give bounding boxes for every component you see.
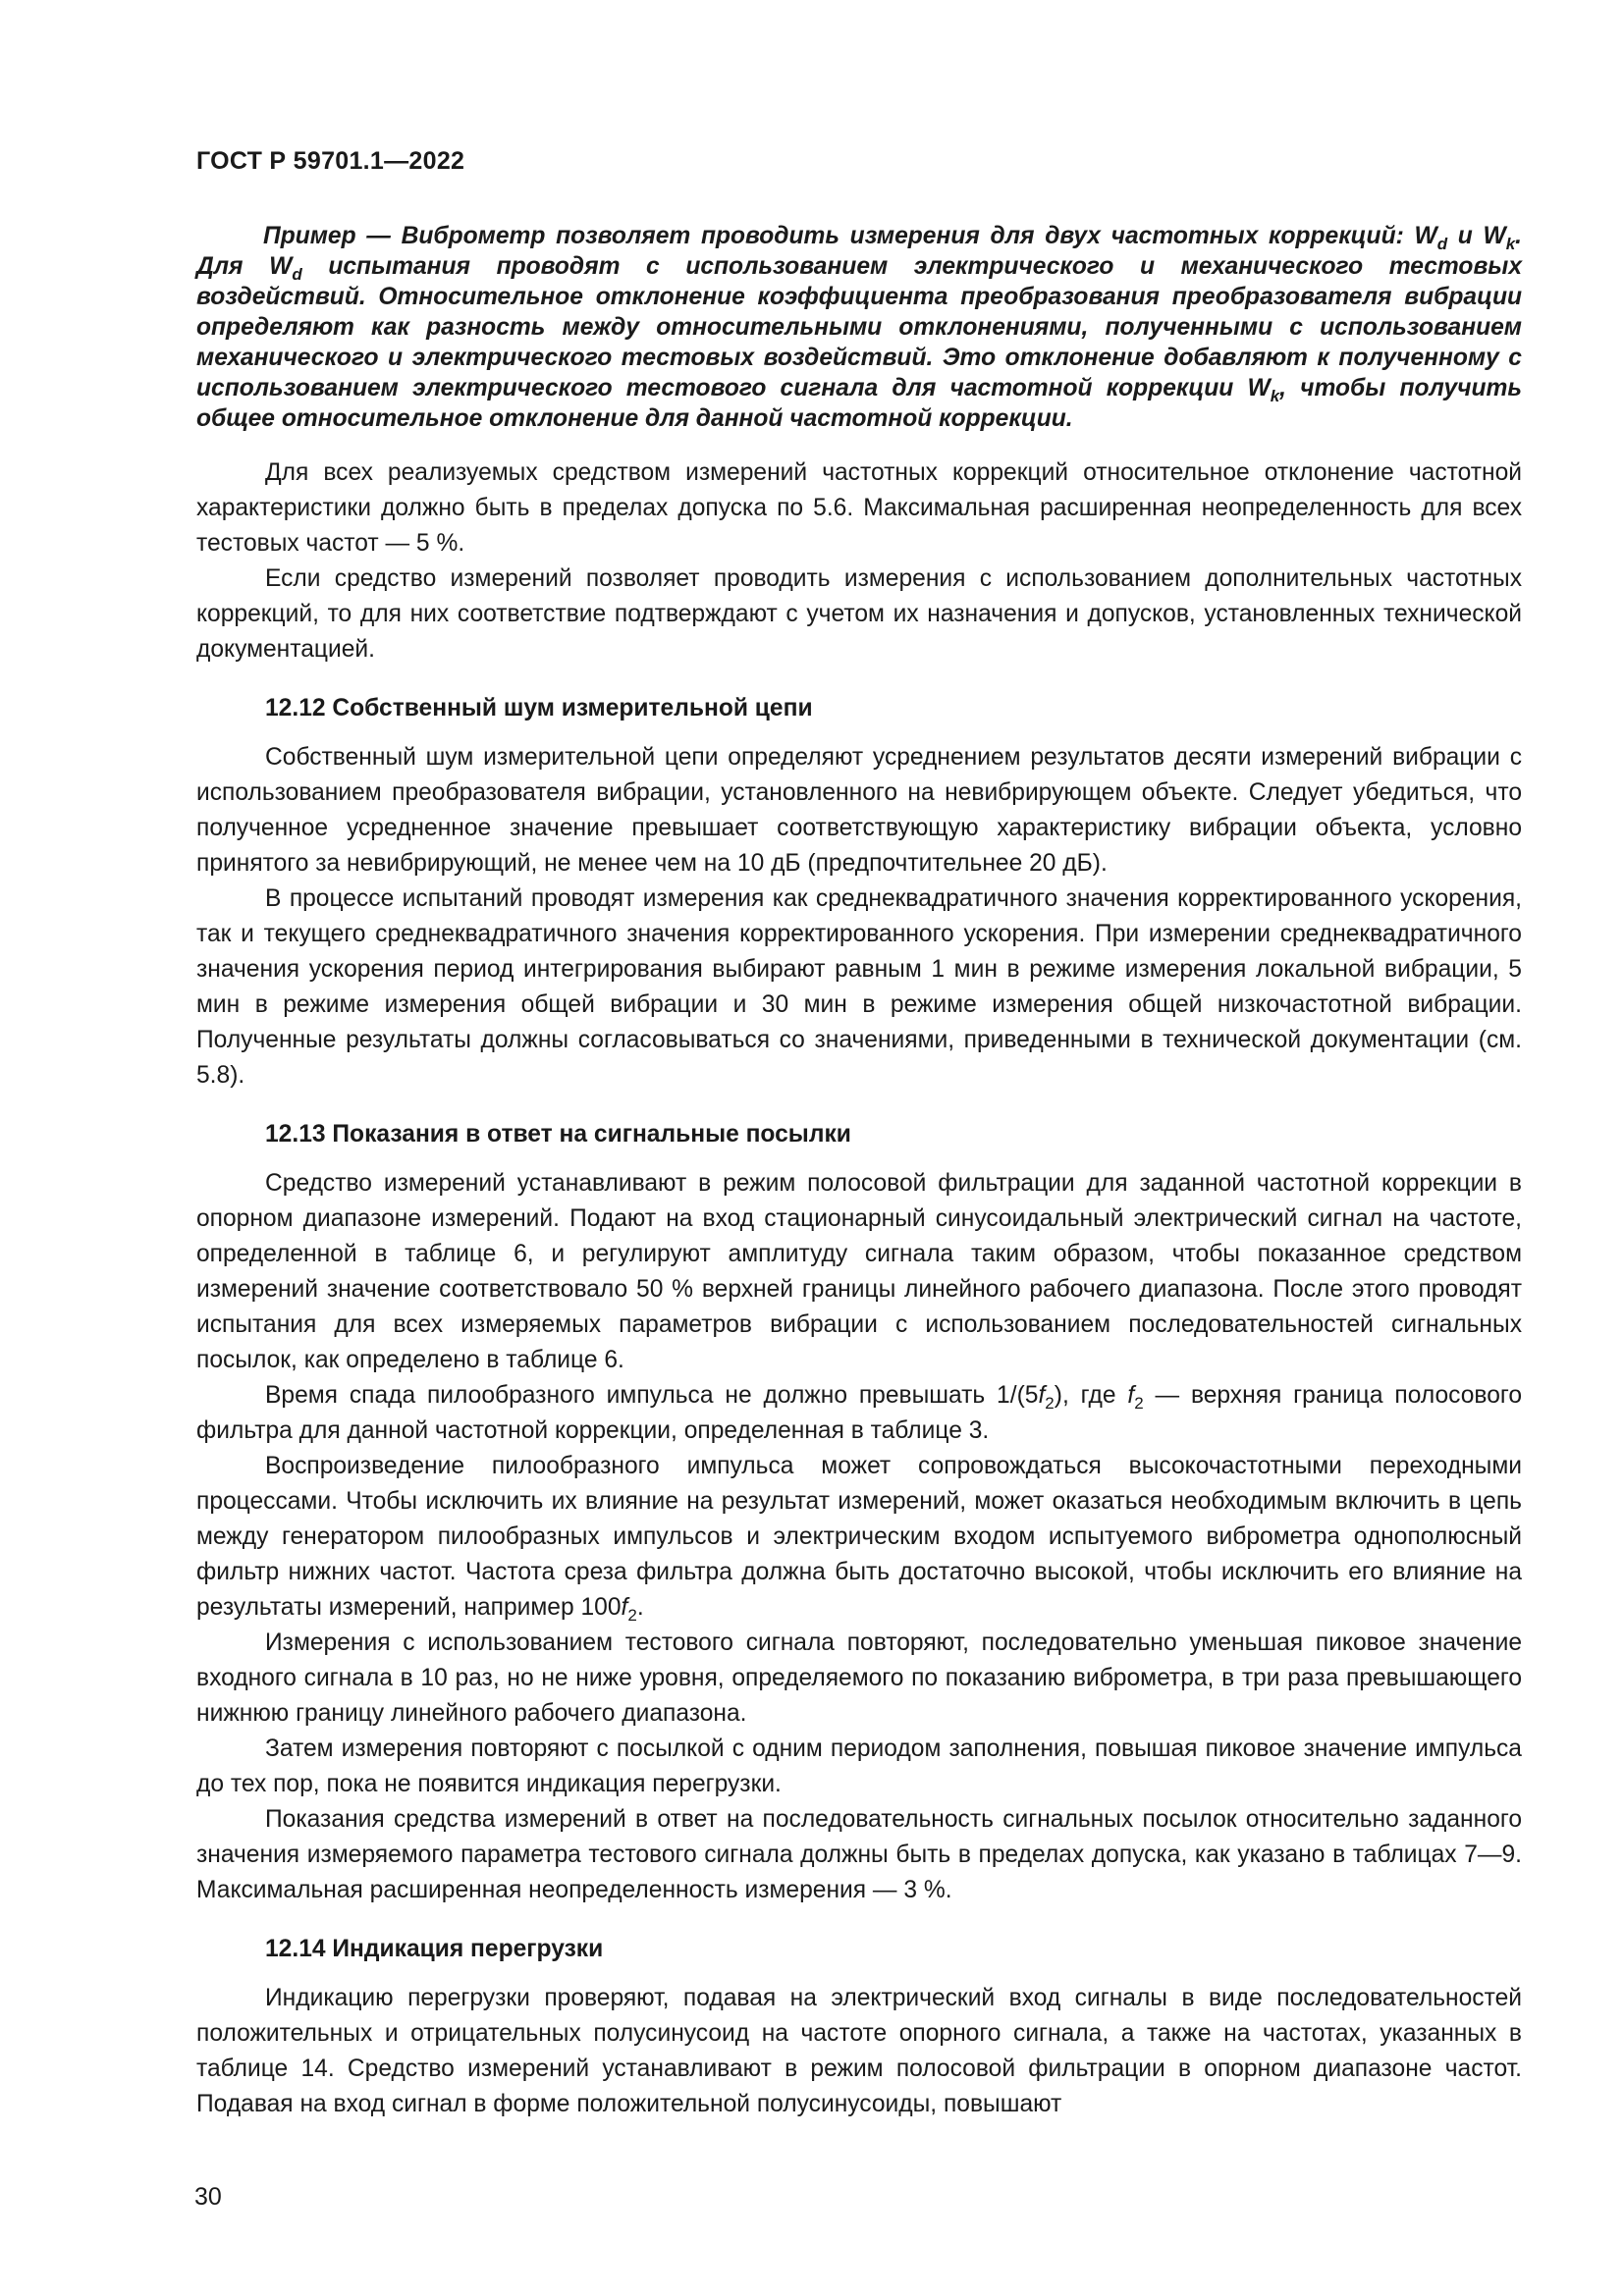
text-run: . xyxy=(636,1594,644,1621)
section-heading-12-13: 12.13 Показания в ответ на сигнальные посылки xyxy=(265,1121,851,1148)
paragraph: Показания средства измерений в ответ на последовательность сигнальных посылок относительно заданного значения измеряемого параметра тестового сигнала должны быть в пределах допуска, как указано в таблицах 7—9. Максимальная расширенная неопределенность измерения — 3 %. xyxy=(196,1806,1522,1903)
subscript: k xyxy=(1270,386,1280,405)
paragraph: Затем измерения повторяют с посылкой с одним периодом заполнения, повышая пиковое значение импульса до тех пор, пока не появится индикация перегрузки. xyxy=(196,1735,1522,1797)
text-run: ), где xyxy=(1054,1382,1128,1409)
text-run: . Для W xyxy=(196,223,1523,280)
text-run: испытания проводят с использованием электрического и механического тестовых воздействий. Относительное отклонение коэффициента преобразования преобразователя вибрации определяют как разность между относительными отклонениями, полученными с использованием механического и электрического тестовых воздействий. Это отклонение добавляют к полученному с использованием электрического тестового сигнала для частотной коррекции W xyxy=(196,253,1522,401)
symbol: f xyxy=(1127,1382,1135,1409)
subscript: d xyxy=(292,264,302,284)
paragraph: В процессе испытаний проводят измерения как среднеквадратичного значения корректированного ускорения, так и текущего среднеквадратичного значения корректированного ускорения. При измерении среднеквадратичного значения ускорения период интегрирования выбирают равным 1 мин в режиме измерения локальной вибрации, 5 мин в режиме измерения общей вибрации и 30 мин в режиме измерения общей низкочастотной вибрации. Полученные результаты должны согласовываться со значениями, приведенными в технической документации (см. 5.8). xyxy=(196,885,1522,1089)
paragraph: Индикацию перегрузки проверяют, подавая на электрический вход сигналы в виде последовательностей положительных и отрицательных полусинусоид на частоте опорного сигнала, а также на частотах, указанных в таблице 14. Средство измерений устанавливают в режим полосовой фильтрации в опорном диапазоне частот. Подавая на вход сигнал в форме положительной полусинусоиды, повышают xyxy=(196,1985,1522,2117)
section-heading-12-14: 12.14 Индикация перегрузки xyxy=(265,1936,604,1962)
symbol: f xyxy=(1038,1382,1046,1409)
text-run: Воспроизведение пилообразного импульса может сопровождаться высокочастотными переходными процессами. Чтобы исключить их влияние на результат измерений, может оказаться необходимым включить в цепь между генератором пилообразных импульсов и электрическим входом испытуемого виброметра однополюсный фильтр нижних частот. Частота среза фильтра должна быть достаточно высокой, чтобы исключить его влияние на результаты измерений, например 100 xyxy=(196,1453,1522,1621)
text-run: и W xyxy=(1447,223,1506,249)
paragraph: Средство измерений устанавливают в режим полосовой фильтрации для заданной частотной коррекции в опорном диапазоне измерений. Подают на вход стационарный синусоидальный электрический сигнал на частоте, определенной в таблице 6, и регулируют амплитуду сигнала таким образом, чтобы показанное средством измерений значение соответствовало 50 % верхней границы линейного рабочего диапазона. После этого проводят испытания для всех измеряемых параметров вибрации с использованием последовательностей сигнальных посылок, как определено в таблице 6. xyxy=(196,1170,1522,1373)
text-run: Время спада пилообразного импульса не должно превышать 1/(5 xyxy=(265,1382,1039,1409)
paragraph: Собственный шум измерительной цепи определяют усреднением результатов десяти измерений вибрации с использованием преобразователя вибрации, установленного на невибрирующем объекте. Следует убедиться, что полученное усредненное значение превышает соответствующую характеристику вибрации объекта, условно принятого за невибрирующий, не менее чем на 10 дБ (предпочтительнее 20 дБ). xyxy=(196,744,1522,877)
symbol: f xyxy=(621,1594,628,1621)
paragraph xyxy=(196,1449,1522,1626)
page-body xyxy=(196,221,1522,2122)
paragraph: Если средство измерений позволяет проводить измерения с использованием дополнительных частотных коррекций, то для них соответствие подтверждают с учетом их назначения и допусков, установленных технической документацией. xyxy=(196,565,1522,663)
subscript: 2 xyxy=(1134,1393,1144,1413)
paragraph xyxy=(196,1378,1522,1449)
text-run: Пример — Виброметр позволяет проводить измерения для двух частотных коррекций: W xyxy=(263,223,1437,249)
section-heading-12-12: 12.12 Собственный шум измерительной цепи xyxy=(265,695,813,721)
example-note xyxy=(196,221,1522,434)
text-run: , чтобы получить общее относительное отклонение для данной частотной коррекции. xyxy=(196,375,1522,432)
subscript: d xyxy=(1436,234,1448,253)
paragraph: Измерения с использованием тестового сигнала повторяют, последовательно уменьшая пиковое значение входного сигнала в 10 раз, но не ниже уровня, определяемого по показанию виброметра, в три раза превышающего нижнюю границу линейного рабочего диапазона. xyxy=(196,1629,1522,1727)
subscript: 2 xyxy=(1045,1393,1055,1413)
subscript: 2 xyxy=(627,1605,637,1625)
document-header: ГОСТ Р 59701.1—2022 xyxy=(196,147,465,175)
text-run: — верхняя граница полосового фильтра для данной частотной коррекции, определенная в таблице 3. xyxy=(196,1382,1522,1444)
paragraph: Для всех реализуемых средством измерений частотных коррекций относительное отклонение частотной характеристики должно быть в пределах допуска по 5.6. Максимальная расширенная неопределенность для всех тестовых частот — 5 %. xyxy=(196,459,1522,557)
subscript: k xyxy=(1505,234,1516,253)
page-number: 30 xyxy=(194,2183,222,2211)
